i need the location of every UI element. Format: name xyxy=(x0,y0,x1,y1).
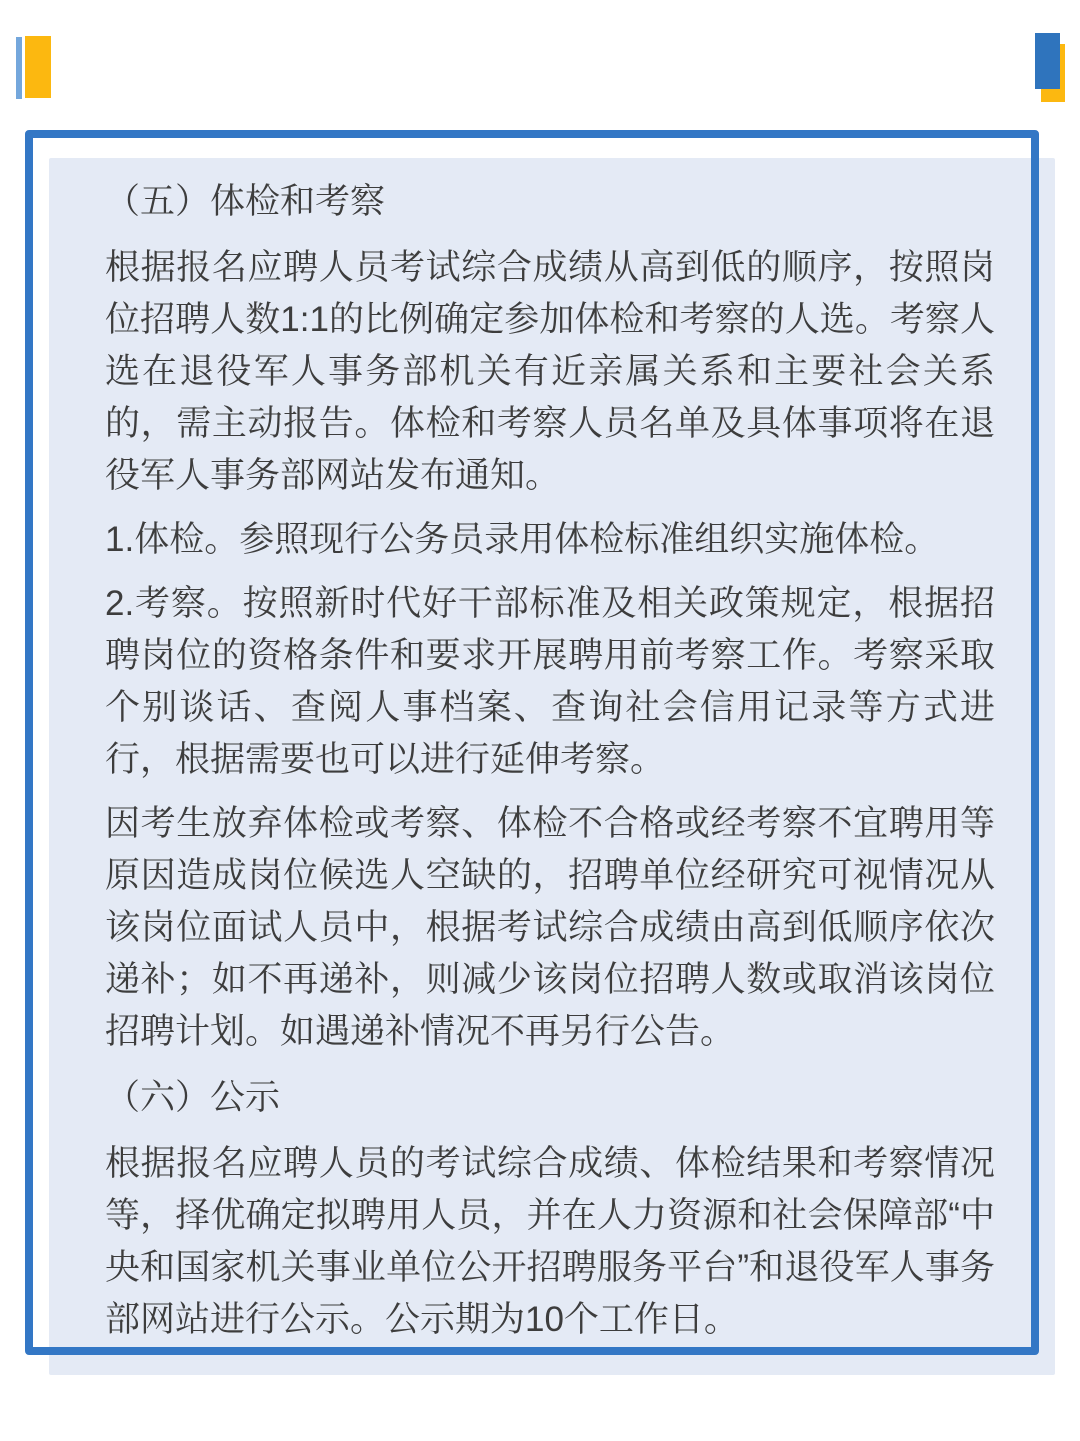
section-heading-6: （六）公示 xyxy=(105,1078,281,1117)
section-heading-5: （五）体检和考察 xyxy=(105,182,386,221)
announcement-text xyxy=(49,158,1055,1358)
top-right-blue-rectangle-decoration xyxy=(1035,33,1060,89)
paragraph: 根据报名应聘人员的考试综合成绩、体检结果和考察情况等，择优确定拟聘用人员，并在人力资源和社会保障部“中央和国家机关事业单位公开招聘服务平台”和退役军人事务部网站进行公示。公示期为10个工作日。 xyxy=(105,1144,995,1339)
paragraph: 2.考察。按照新时代好干部标准及相关政策规定，根据招聘岗位的资格条件和要求开展聘用前考察工作。考察采取个别谈话、查阅人事档案、查询社会信用记录等方式进行，根据需要也可以进行延伸考察。 xyxy=(105,584,995,779)
paragraph: 因考生放弃体检或考察、体检不合格或经考察不宜聘用等原因造成岗位候选人空缺的，招聘单位经研究可视情况从该岗位面试人员中，根据考试综合成绩由高到低顺序依次递补；如不再递补，则减少该岗位招聘人数或取消该岗位招聘计划。如遇递补情况不再另行公告。 xyxy=(105,804,995,1051)
paragraph: 1.体检。参照现行公务员录用体检标准组织实施体检。 xyxy=(105,520,940,559)
top-left-yellow-rectangle-decoration xyxy=(25,36,51,98)
top-left-blue-bar-decoration xyxy=(16,37,22,99)
paragraph: 根据报名应聘人员考试综合成绩从高到低的顺序，按照岗位招聘人数1:1的比例确定参加体检和考察的人选。考察人选在退役军人事务部机关有近亲属关系和主要社会关系的，需主动报告。体检和考察人员名单及具体事项将在退役军人事务部网站发布通知。 xyxy=(105,248,995,495)
text-panel xyxy=(49,158,1055,1375)
